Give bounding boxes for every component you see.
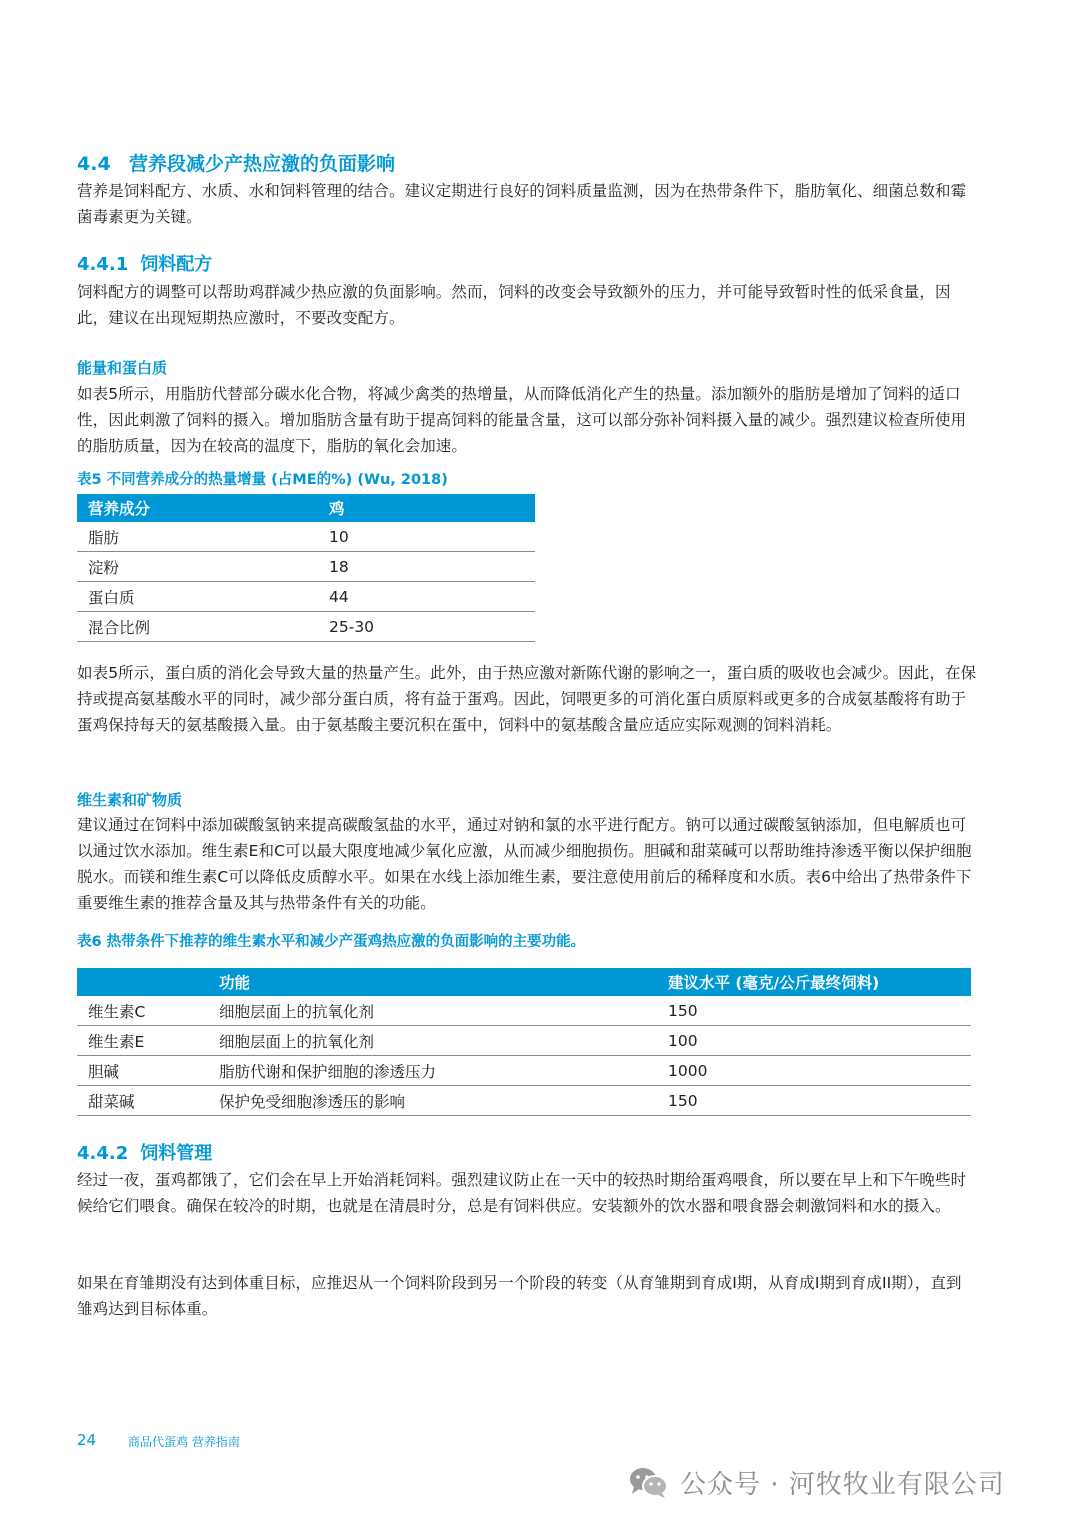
table-cell: 25-30 — [318, 612, 535, 642]
table-header-cell: 营养成分 — [77, 494, 318, 522]
table-cell: 维生素E — [77, 1026, 208, 1056]
table6-caption: 表6 热带条件下推荐的维生素水平和减少产蛋鸡热应激的负面影响的主要功能。 — [77, 934, 586, 950]
watermark-text: 公众号 · 河牧牧业有限公司 — [680, 1470, 1005, 1500]
table-header-row — [77, 968, 971, 996]
table-header-cell: 鸡 — [318, 494, 535, 522]
table-cell: 混合比例 — [77, 612, 318, 642]
section-heading-4-4-1 — [77, 253, 212, 277]
section-heading-4-4 — [77, 152, 395, 176]
table-cell: 1000 — [657, 1056, 971, 1086]
section-title: 饲料配方 — [140, 254, 213, 275]
wechat-icon — [628, 1466, 670, 1500]
paragraph-feed-management-1: 经过一夜，蛋鸡都饿了，它们会在早上开始消耗饲料。强烈建议防止在一天中的较热时期给蛋鸡喂食，所以要在早上和下午晚些时候给它们喂食。确保在较冷的时期，也就是在清晨时分，总是有饲料供应。安装额外的饮水器和喂食器会刺激饲料和水的摄入。 — [77, 1171, 967, 1215]
paragraph-feed-formulation: 饲料配方的调整可以帮助鸡群减少热应激的负面影响。然而，饲料的改变会导致额外的压力，并可能导致暂时性的低采食量，因此，建议在出现短期热应激时，不要改变配方。 — [77, 283, 951, 327]
table-cell: 44 — [318, 582, 535, 612]
table-header-row — [77, 494, 535, 522]
table-row — [77, 582, 535, 612]
table-cell: 细胞层面上的抗氧化剂 — [208, 1026, 657, 1056]
table-cell: 细胞层面上的抗氧化剂 — [208, 996, 657, 1026]
table-row — [77, 996, 971, 1026]
table-cell: 维生素C — [77, 996, 208, 1026]
paragraph-energy-protein-2: 如表5所示，蛋白质的消化会导致大量的热量产生。此外，由于热应激对新陈代谢的影响之一，蛋白质的吸收也会减少。因此，在保持或提高氨基酸水平的同时，减少部分蛋白质，将有益于蛋鸡。因此，饲喂更多的可消化蛋白质原料或更多的合成氨基酸将有助于蛋鸡保持每天的氨基酸摄入量。由于氨基酸主要沉积在蛋中，饲料中的氨基酸含量应适应实际观测的饲料消耗。 — [77, 664, 977, 734]
section-heading-4-4-2 — [77, 1142, 212, 1166]
table-header-cell: 建议水平 (毫克/公斤最终饲料) — [657, 968, 971, 996]
table5 — [77, 494, 535, 642]
subheading-vitamins-minerals: 维生素和矿物质 — [77, 791, 183, 809]
table-cell: 100 — [657, 1026, 971, 1056]
subheading-energy-protein: 能量和蛋白质 — [77, 359, 168, 377]
table-row — [77, 612, 535, 642]
footer-doc-title: 商品代蛋鸡 营养指南 — [128, 1435, 240, 1449]
table-header-cell — [77, 968, 208, 996]
table6 — [77, 968, 971, 1116]
page-number: 24 — [77, 1431, 97, 1449]
table-row — [77, 522, 535, 552]
table-row — [77, 1026, 971, 1056]
table-cell: 保护免受细胞渗透压的影响 — [208, 1086, 657, 1116]
table-cell: 甜菜碱 — [77, 1086, 208, 1116]
table-row — [77, 1086, 971, 1116]
paragraph-energy-protein-1: 如表5所示，用脂肪代替部分碳水化合物，将减少禽类的热增量，从而降低消化产生的热量。添加额外的脂肪是增加了饲料的适口性，因此刺激了饲料的摄入。增加脂肪含量有助于提高饲料的能量含量，这可以部分弥补饲料摄入量的减少。强烈建议检查所使用的脂肪质量，因为在较高的温度下，脂肪的氧化会加速。 — [77, 385, 967, 455]
table-cell: 蛋白质 — [77, 582, 318, 612]
table-cell: 150 — [657, 996, 971, 1026]
paragraph-vitamins-minerals: 建议通过在饲料中添加碳酸氢钠来提高碳酸氢盐的水平，通过对钠和氯的水平进行配方。钠可以通过碳酸氢钠添加，但电解质也可以通过饮水添加。维生素E和C可以最大限度地减少氧化应激，从而减少细胞损伤。胆碱和甜菜碱可以帮助维持渗透平衡以保护细胞脱水。而镁和维生素C可以降低皮质醇水平。如果在水线上添加维生素，要注意使用前后的稀释度和水质。表6中给出了热带条件下重要维生素的推荐含量及其与热带条件有关的功能。 — [77, 816, 972, 912]
table-cell: 10 — [318, 522, 535, 552]
table-row — [77, 552, 535, 582]
section-number: 4.4.2 — [77, 1143, 129, 1164]
table5-caption: 表5 不同营养成分的热量增量 (占ME的%) (Wu, 2018) — [77, 472, 448, 488]
table-cell: 淀粉 — [77, 552, 318, 582]
table-cell: 脂肪代谢和保护细胞的渗透压力 — [208, 1056, 657, 1086]
table-cell: 胆碱 — [77, 1056, 208, 1086]
table-header-cell: 功能 — [208, 968, 657, 996]
table-cell: 18 — [318, 552, 535, 582]
table-cell: 150 — [657, 1086, 971, 1116]
watermark — [628, 1464, 1005, 1501]
section-number: 4.4.1 — [77, 254, 129, 275]
paragraph-nutrition-intro: 营养是饲料配方、水质、水和饲料管理的结合。建议定期进行良好的饲料质量监测，因为在热带条件下，脂肪氧化、细菌总数和霉菌毒素更为关键。 — [77, 182, 967, 226]
section-title: 营养段减少产热应激的负面影响 — [129, 153, 396, 175]
table-row — [77, 1056, 971, 1086]
section-title: 饲料管理 — [140, 1143, 213, 1164]
table-cell: 脂肪 — [77, 522, 318, 552]
section-number: 4.4 — [77, 153, 111, 175]
paragraph-feed-management-2: 如果在育雏期没有达到体重目标，应推迟从一个饲料阶段到另一个阶段的转变（从育雏期到育成I期，从育成I期到育成II期），直到雏鸡达到目标体重。 — [77, 1274, 962, 1318]
